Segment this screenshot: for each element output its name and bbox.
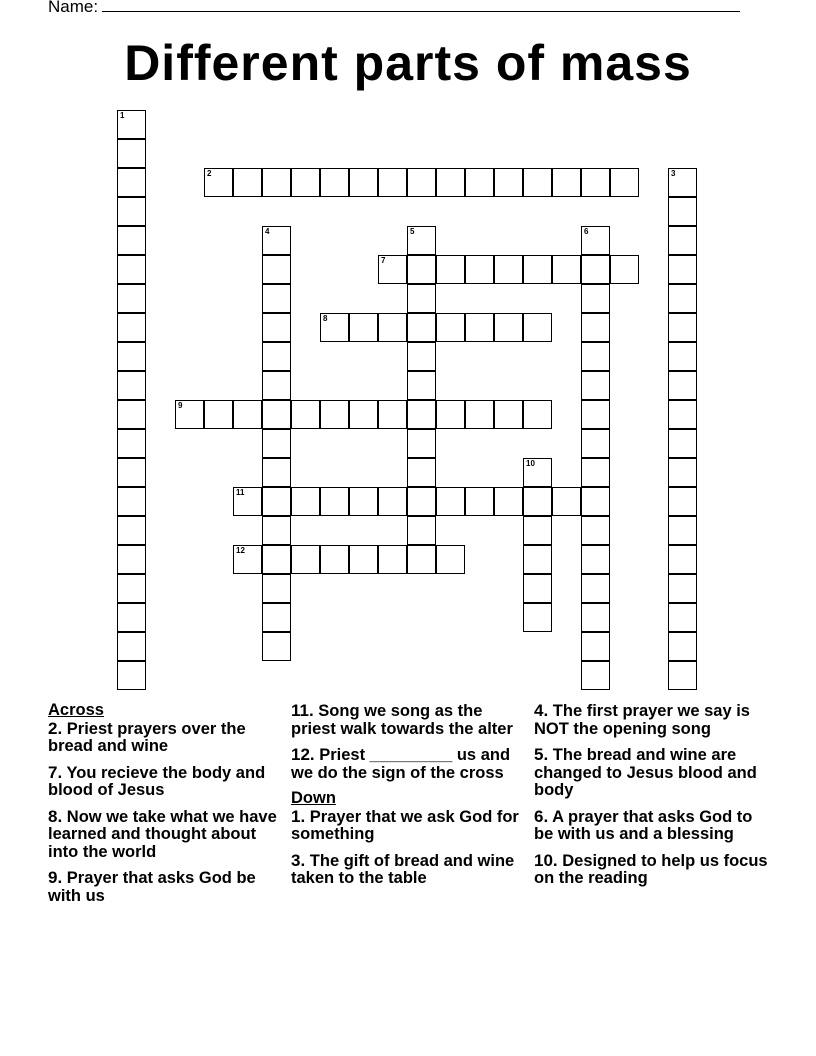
grid-cell[interactable] (523, 545, 552, 574)
grid-cell[interactable] (117, 516, 146, 545)
grid-cell[interactable] (262, 284, 291, 313)
grid-cell[interactable] (523, 400, 552, 429)
grid-cell[interactable] (407, 545, 436, 574)
grid-cell[interactable] (117, 197, 146, 226)
grid-cell[interactable] (291, 487, 320, 516)
clue-number: 3 (671, 169, 676, 178)
grid-cell[interactable] (581, 516, 610, 545)
grid-cell[interactable] (668, 342, 697, 371)
grid-cell[interactable] (668, 168, 697, 197)
clue-across-8: 8. Now we take what we have learned and thought about into the world (48, 806, 277, 861)
grid-cell[interactable] (291, 545, 320, 574)
grid-cell[interactable] (117, 168, 146, 197)
grid-cell[interactable] (117, 429, 146, 458)
clue-number: 11 (236, 488, 245, 497)
clues-column-2 (291, 702, 529, 896)
grid-cell[interactable] (407, 168, 436, 197)
grid-cell[interactable] (668, 400, 697, 429)
across-heading: Across (48, 701, 104, 719)
grid-cell[interactable] (668, 371, 697, 400)
clues-column-1 (48, 702, 283, 913)
grid-cell[interactable] (668, 284, 697, 313)
grid-cell[interactable] (262, 487, 291, 516)
grid-cell[interactable] (436, 255, 465, 284)
clue-number: 12 (236, 546, 245, 555)
grid-cell[interactable] (262, 342, 291, 371)
grid-cell[interactable] (668, 255, 697, 284)
grid-cell[interactable] (175, 400, 204, 429)
grid-cell[interactable] (117, 487, 146, 516)
grid-cell[interactable] (523, 458, 552, 487)
grid-cell[interactable] (581, 487, 610, 516)
clue-down-5: 5. The bread and wine are changed to Jesus blood and body (534, 745, 757, 799)
grid-cell[interactable] (407, 487, 436, 516)
grid-cell[interactable] (581, 458, 610, 487)
grid-cell[interactable] (117, 603, 146, 632)
grid-cell[interactable] (320, 545, 349, 574)
grid-cell[interactable] (523, 487, 552, 516)
grid-cell[interactable] (262, 632, 291, 661)
grid-cell[interactable] (523, 313, 552, 342)
clue-down-1: 1. Prayer that we ask God for something (291, 806, 519, 843)
clue-across-7: 7. You recieve the body and blood of Jesus (48, 762, 266, 799)
grid-cell[interactable] (117, 139, 146, 168)
grid-cell[interactable] (552, 487, 581, 516)
grid-cell[interactable] (407, 400, 436, 429)
grid-cell[interactable] (117, 284, 146, 313)
grid-cell[interactable] (465, 400, 494, 429)
grid-cell[interactable] (465, 487, 494, 516)
grid-cell[interactable] (262, 313, 291, 342)
clue-number: 7 (381, 256, 386, 265)
grid-cell[interactable] (668, 545, 697, 574)
clue-number: 8 (323, 314, 328, 323)
grid-cell[interactable] (378, 487, 407, 516)
grid-cell[interactable] (668, 313, 697, 342)
grid-cell[interactable] (668, 516, 697, 545)
grid-cell[interactable] (407, 516, 436, 545)
grid-cell[interactable] (349, 168, 378, 197)
grid-cell[interactable] (668, 603, 697, 632)
grid-cell[interactable] (436, 545, 465, 574)
grid-cell[interactable] (291, 400, 320, 429)
clue-across-2: 2. Priest prayers over the bread and wine (48, 718, 246, 755)
grid-cell[interactable] (465, 255, 494, 284)
grid-cell[interactable] (349, 400, 378, 429)
grid-cell[interactable] (117, 574, 146, 603)
clue-down-4: 4. The first prayer we say is NOT the opening song (534, 701, 750, 738)
grid-cell[interactable] (117, 255, 146, 284)
grid-cell[interactable] (349, 313, 378, 342)
grid-cell[interactable] (291, 168, 320, 197)
grid-cell[interactable] (117, 400, 146, 429)
grid-cell[interactable] (436, 487, 465, 516)
grid-cell[interactable] (581, 661, 610, 690)
clue-number: 5 (410, 227, 415, 236)
grid-cell[interactable] (523, 603, 552, 632)
clue-down-3: 3. The gift of bread and wine taken to the table (291, 850, 515, 887)
grid-cell[interactable] (117, 632, 146, 661)
grid-cell[interactable] (262, 458, 291, 487)
grid-cell[interactable] (523, 168, 552, 197)
grid-cell[interactable] (117, 545, 146, 574)
grid-cell[interactable] (233, 545, 262, 574)
clue-number: 1 (120, 111, 125, 120)
grid-cell[interactable] (668, 458, 697, 487)
grid-cell[interactable] (262, 371, 291, 400)
grid-cell[interactable] (117, 371, 146, 400)
clue-across-11: 11. Song we song as the priest walk towards the alter (291, 701, 513, 738)
grid-cell[interactable] (407, 458, 436, 487)
grid-cell[interactable] (320, 487, 349, 516)
grid-cell[interactable] (407, 255, 436, 284)
grid-cell[interactable] (552, 255, 581, 284)
clue-number: 4 (265, 227, 270, 236)
grid-cell[interactable] (610, 255, 639, 284)
grid-cell[interactable] (581, 632, 610, 661)
grid-cell[interactable] (436, 400, 465, 429)
grid-cell[interactable] (262, 516, 291, 545)
grid-cell[interactable] (581, 284, 610, 313)
grid-cell[interactable] (523, 255, 552, 284)
grid-cell[interactable] (668, 574, 697, 603)
grid-cell[interactable] (320, 400, 349, 429)
grid-cell[interactable] (581, 255, 610, 284)
grid-cell[interactable] (581, 545, 610, 574)
down-heading: Down (291, 789, 336, 807)
grid-cell[interactable] (378, 545, 407, 574)
clue-down-6: 6. A prayer that asks God to be with us and a blessing (534, 806, 753, 843)
grid-cell[interactable] (610, 168, 639, 197)
grid-cell[interactable] (668, 429, 697, 458)
grid-cell[interactable] (320, 168, 349, 197)
grid-cell[interactable] (494, 487, 523, 516)
clue-across-12: 12. Priest _________ us and we do the sign of the cross (291, 745, 511, 782)
grid-cell[interactable] (494, 255, 523, 284)
clue-number: 10 (526, 459, 535, 468)
grid-cell[interactable] (581, 313, 610, 342)
grid-cell[interactable] (204, 168, 233, 197)
grid-cell[interactable] (494, 313, 523, 342)
grid-cell[interactable] (117, 313, 146, 342)
grid-cell[interactable] (262, 400, 291, 429)
grid-cell[interactable] (262, 603, 291, 632)
grid-cell[interactable] (581, 429, 610, 458)
grid-cell[interactable] (204, 400, 233, 429)
grid-cell[interactable] (407, 313, 436, 342)
page-title: Different parts of mass (124, 35, 692, 91)
clue-number: 6 (584, 227, 589, 236)
grid-cell[interactable] (581, 574, 610, 603)
grid-cell[interactable] (465, 313, 494, 342)
clues-column-3 (534, 702, 774, 896)
grid-cell[interactable] (494, 400, 523, 429)
grid-cell[interactable] (349, 487, 378, 516)
grid-cell[interactable] (436, 313, 465, 342)
name-label: Name: (48, 0, 99, 16)
grid-cell[interactable] (668, 661, 697, 690)
grid-cell[interactable] (233, 168, 262, 197)
grid-cell[interactable] (117, 342, 146, 371)
grid-cell[interactable] (581, 168, 610, 197)
grid-cell[interactable] (378, 400, 407, 429)
clue-across-9: 9. Prayer that asks God be with us (48, 868, 256, 905)
grid-cell[interactable] (233, 487, 262, 516)
grid-cell[interactable] (117, 226, 146, 255)
grid-cell[interactable] (523, 574, 552, 603)
grid-cell[interactable] (668, 632, 697, 661)
grid-cell[interactable] (349, 545, 378, 574)
clue-number: 2 (207, 169, 212, 178)
grid-cell[interactable] (378, 168, 407, 197)
grid-cell[interactable] (668, 487, 697, 516)
grid-cell[interactable] (117, 110, 146, 139)
grid-cell[interactable] (378, 255, 407, 284)
grid-cell[interactable] (523, 516, 552, 545)
grid-cell[interactable] (117, 458, 146, 487)
clue-down-10: 10. Designed to help us focus on the reading (534, 850, 768, 887)
grid-cell[interactable] (262, 168, 291, 197)
grid-cell[interactable] (262, 226, 291, 255)
grid-cell[interactable] (407, 342, 436, 371)
grid-cell[interactable] (407, 429, 436, 458)
grid-cell[interactable] (494, 168, 523, 197)
grid-cell[interactable] (581, 603, 610, 632)
grid-cell[interactable] (233, 400, 262, 429)
grid-cell[interactable] (668, 226, 697, 255)
grid-cell[interactable] (581, 400, 610, 429)
grid-cell[interactable] (378, 313, 407, 342)
grid-cell[interactable] (262, 545, 291, 574)
grid-cell[interactable] (262, 429, 291, 458)
grid-cell[interactable] (581, 371, 610, 400)
grid-cell[interactable] (668, 197, 697, 226)
grid-cell[interactable] (262, 574, 291, 603)
grid-cell[interactable] (581, 226, 610, 255)
grid-cell[interactable] (320, 313, 349, 342)
grid-cell[interactable] (465, 168, 494, 197)
grid-cell[interactable] (407, 284, 436, 313)
grid-cell[interactable] (407, 371, 436, 400)
grid-cell[interactable] (552, 168, 581, 197)
grid-cell[interactable] (436, 168, 465, 197)
grid-cell[interactable] (262, 255, 291, 284)
grid-cell[interactable] (117, 661, 146, 690)
clue-number: 9 (178, 401, 183, 410)
grid-cell[interactable] (407, 226, 436, 255)
grid-cell[interactable] (581, 342, 610, 371)
